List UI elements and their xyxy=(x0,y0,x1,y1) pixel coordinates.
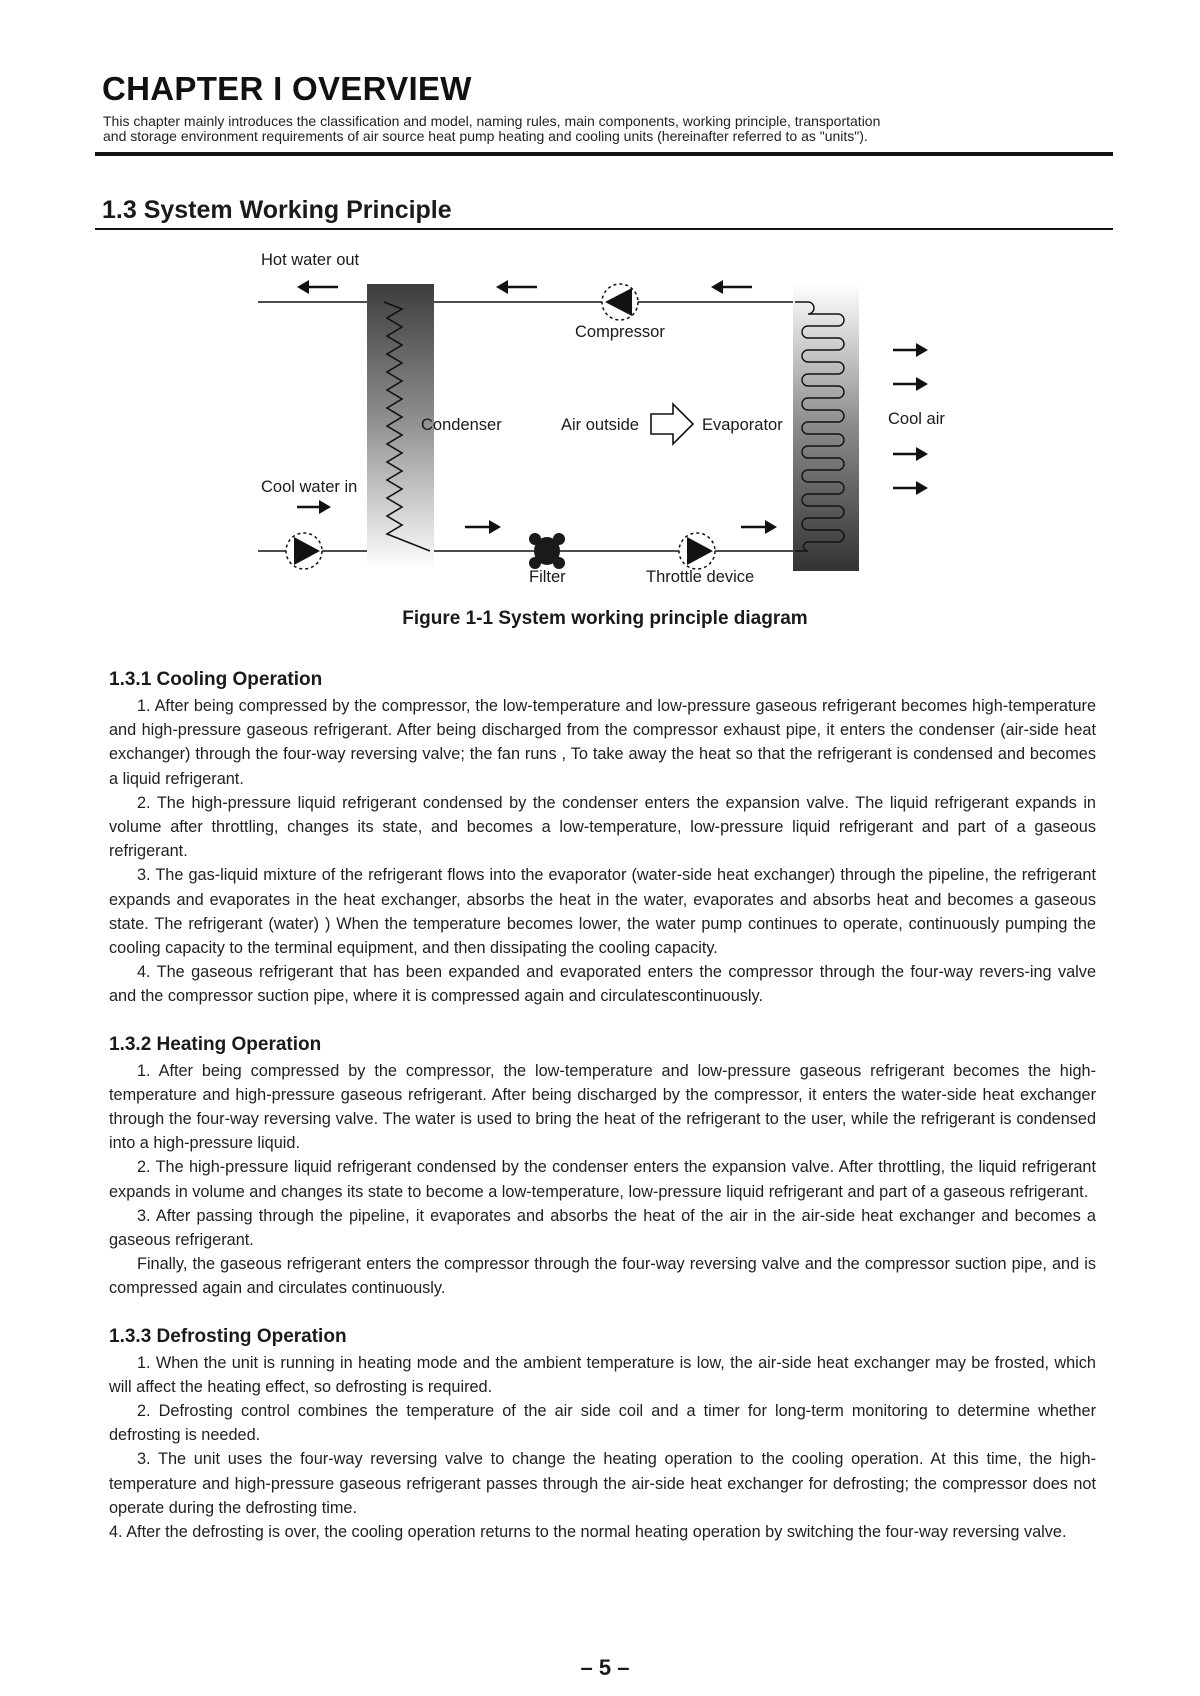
paragraph: 4. After the defrosting is over, the cooling operation returns to the normal heating operation by switching the four-way reversing valve. xyxy=(109,1523,1067,1542)
label-air-outside: Air outside xyxy=(561,416,639,434)
system-working-principle-diagram xyxy=(0,0,1200,640)
arrow-right-icon xyxy=(297,500,331,514)
content-body xyxy=(109,668,1096,1568)
label-cool-water-in: Cool water in xyxy=(261,478,358,496)
page-number: – 5 – xyxy=(580,1655,630,1680)
arrow-left-icon xyxy=(496,280,537,294)
paragraph: 2. The high-pressure liquid refrigerant condensed by the condenser enters the expansion valve. After throttling, the liquid refrigerant expands in volume and changes its state to become a low-temperature, low-pressure liquid refrigerant and part of a gaseous refrigerant. xyxy=(109,1158,1096,1201)
label-compressor: Compressor xyxy=(575,323,665,341)
water-pump-icon xyxy=(286,533,322,569)
label-cool-air: Cool air xyxy=(888,410,945,428)
arrow-right-icon xyxy=(465,520,501,534)
paragraph: 3. The gas-liquid mixture of the refrigerant flows into the evaporator (water-side heat exchanger) through the pipeline, the refrigerant expands and evaporates in the heat exchanger, absorbs the heat in the water, evaporates and absorbs heat and becomes a gaseous state. The refrigerant (water) ) When the temperature becomes lower, the water pump continues to operate, continuously pumping the cooling capacity to the terminal equipment, and then dissipating the cooling capacity. xyxy=(109,866,1096,958)
throttle-device-icon xyxy=(679,533,715,569)
section-title: 1.3 System Working Principle xyxy=(102,196,452,224)
paragraph: Finally, the gaseous refrigerant enters the compressor through the four-way reversing valve and the compressor suction pipe, and is compressed again and circulates continuously. xyxy=(109,1255,1096,1298)
subsection-defrosting-operation xyxy=(109,1325,1096,1545)
subsection-title: 1.3.1 Cooling Operation xyxy=(109,669,323,690)
subsection-title: 1.3.3 Defrosting Operation xyxy=(109,1325,347,1347)
label-hot-water-out: Hot water out xyxy=(261,251,360,269)
subsection-heating-operation xyxy=(109,1033,1096,1301)
arrow-right-icon xyxy=(893,377,928,391)
arrow-right-icon xyxy=(893,481,928,495)
paragraph: 3. After passing through the pipeline, it evaporates and absorbs the heat of the air in the air-side heat exchanger and becomes a gaseous refrigerant. xyxy=(109,1206,1096,1250)
label-evaporator: Evaporator xyxy=(702,416,783,434)
figure-caption: Figure 1-1 System working principle diagram xyxy=(402,608,808,629)
paragraph: 1. When the unit is running in heating mode and the ambient temperature is low, the air-side heat exchanger may be frosted, which will affect the heating effect, so defrosting is required. xyxy=(109,1353,1096,1396)
arrow-right-icon xyxy=(741,520,777,534)
compressor-icon xyxy=(602,284,638,320)
air-flow-hollow-arrow-icon xyxy=(651,404,693,444)
arrow-left-icon xyxy=(297,280,338,294)
label-throttle-device: Throttle device xyxy=(646,568,755,586)
arrow-right-icon xyxy=(893,343,928,357)
chapter-intro-line-1: This chapter mainly introduces the classification and model, naming rules, main components, working principle, transportation xyxy=(103,113,881,129)
paragraph: 2. Defrosting control combines the temperature of the air side coil and a timer for long-term monitoring to determine whether defrosting is needed. xyxy=(109,1402,1096,1445)
arrow-right-icon xyxy=(893,447,928,461)
subsection-cooling-operation xyxy=(109,668,1096,1009)
label-filter: Filter xyxy=(529,568,566,586)
subsection-title: 1.3.2 Heating Operation xyxy=(109,1033,322,1055)
filter-icon xyxy=(529,533,565,569)
arrow-left-icon xyxy=(711,280,752,294)
chapter-title: CHAPTER I OVERVIEW xyxy=(102,70,472,107)
label-condenser: Condenser xyxy=(421,416,502,434)
paragraph: 2. The high-pressure liquid refrigerant condensed by the condenser enters the expansion valve. The liquid refrigerant expands in volume after throttling, changes its state, and becomes a low-temperature, low-pressure liquid refrigerant and part of a gaseous refrigerant. xyxy=(109,793,1096,861)
paragraph: 4. The gaseous refrigerant that has been expanded and evaporated enters the compressor through the four-way revers-ing valve and the compressor suction pipe, where it is compressed again and circulatescontinuously. xyxy=(109,963,1096,1006)
paragraph: 1. After being compressed by the compressor, the low-temperature and low-pressure gaseous refrigerant becomes high-temperature and high-pressure gaseous refrigerant. After being discharged from the compressor exhaust pipe, it enters the condenser (air-side heat exchanger) through the four-way reversing valve; the fan runs , To take away the heat so that the refrigerant is condensed and becomes a liquid refrigerant. xyxy=(109,697,1096,788)
chapter-intro-line-2: and storage environment requirements of air source heat pump heating and cooling units (hereinafter referred to as "units"). xyxy=(103,128,868,144)
paragraph: 3. The unit uses the four-way reversing valve to change the heating operation to the cooling operation. At this time, the high-temperature and high-pressure gaseous refrigerant passes through the air-side heat exchanger for defrosting; the compressor does not operate during the defrosting time. xyxy=(109,1450,1096,1517)
paragraph: 1. After being compressed by the compressor, the low-temperature and low-pressure gaseous refrigerant becomes the high-temperature and high-pressure gaseous refrigerant. After being discharged by the compressor, it enters the water-side heat exchanger through the four-way reversing valve. The water is used to bring the heat of the refrigerant to the user, while the refrigerant is condensed into a high-pressure liquid. xyxy=(109,1061,1096,1153)
